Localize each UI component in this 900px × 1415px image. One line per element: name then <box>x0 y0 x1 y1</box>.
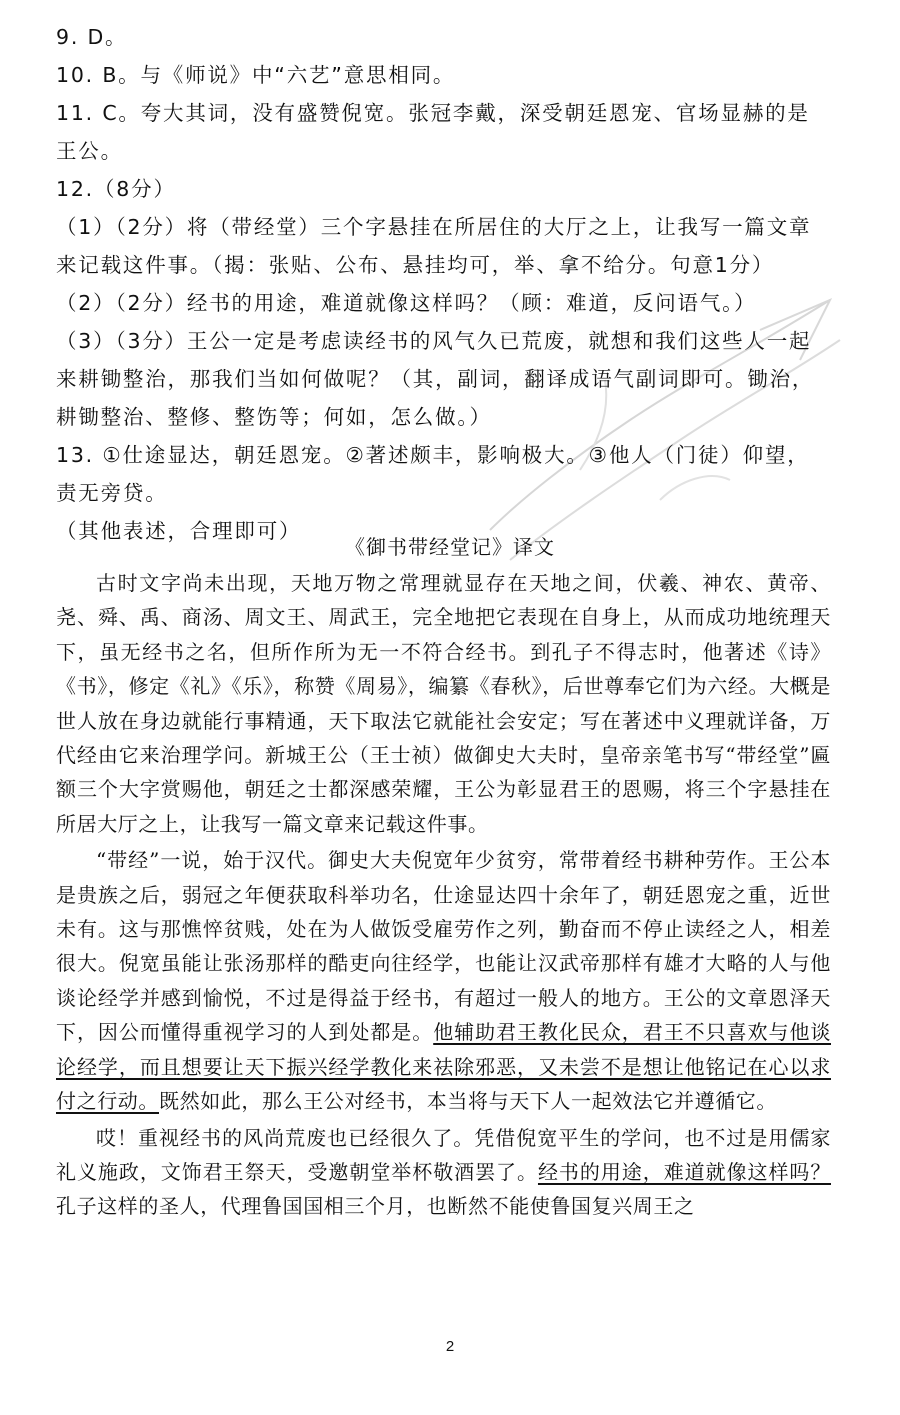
paragraph-2-tail: 既然如此，那么王公对经书，本当将与天下人一起效法它并遵循它。 <box>159 1089 777 1114</box>
paragraph-2-text: “带经”一说，始于汉代。御史大夫倪宽年少贫穷，常带着经书耕种劳作。王公本是贵族之后，弱冠之年便获取科举功名，仕途显达四十余年了，朝廷恩宠之重，近世未有。这与那憔悴贫贱，处在为人做饭受雇劳作之列，勤奋而不停止读经之人，相差很大。倪宽虽能让张汤那样的酷吏向往经学，也能让汉武帝那样有雄才大略的人与他谈论经学并感到愉悦，不过是得益于经书，有超过一般人的地方。王公的文章恩泽天下，因公而懂得重视学习的人到处都是。 <box>56 848 831 1045</box>
answer-10: 10. B。与《师说》中“六艺”意思相同。 <box>56 63 456 87</box>
translation-paragraph-3 <box>56 1121 831 1224</box>
translation-body <box>56 566 831 1226</box>
translation-paragraph-1: 古时文字尚未出现，天地万物之常理就显存在天地之间，伏羲、神农、黄帝、尧、舜、禹、商汤、周文王、周武王，完全地把它表现在自身上，从而成功地统理天下，虽无经书之名，但所作所为无一不符合经书。到孔子不得志时，他著述《诗》《书》，修定《礼》《乐》，称赞《周易》，编纂《春秋》，后世尊奉它们为六经。大概是世人放在身边就能行事精通，天下取法它就能社会安定；写在著述中义理就详备，万代经由它来治理学问。新城王公（王士祯）做御史大夫时，皇帝亲笔书写“带经堂”匾额三个大字赏赐他，朝廷之士都深感荣耀，王公为彰显君王的恩赐，将三个字悬挂在所居大厅之上，让我写一篇文章来记载这件事。 <box>56 571 831 836</box>
answer-12-header: 12.（8分） <box>56 177 176 201</box>
answer-9: 9. D。 <box>56 25 128 49</box>
answer-note: （其他表述，合理即可） <box>56 519 302 543</box>
answer-12-2: （2）（2分）经书的用途，难道就像这样吗？（顾：难道，反问语气。） <box>56 291 757 315</box>
translation-paragraph-2 <box>56 843 831 1118</box>
underlined-sentence: 他辅助君王教化民众，君王不只喜欢与他谈论经学，而且想要让天下振兴经学教化来祛除邪恶，又未尝不是想让他铭记在心以求付之行动。 <box>56 1020 831 1114</box>
answer-key <box>56 18 826 550</box>
underlined-question: 经书的用途，难道就像这样吗？ <box>537 1159 831 1184</box>
answer-11: 11. C。夸大其词，没有盛赞倪宽。张冠李戴，深受朝廷恩宠、官场显赫的是王公。 <box>56 101 810 163</box>
answer-12-1: （1）（2分）将（带经堂）三个字悬挂在所居住的大厅之上，让我写一篇文章来记载这件事。（揭：张贴、公布、悬挂均可，举、拿不给分。句意1分） <box>56 215 812 277</box>
page-number: 2 <box>445 1338 455 1355</box>
answer-12-3: （3）（3分）王公一定是考虑读经书的风气久已荒废，就想和我们这些人一起来耕锄整治，那我们当如何做呢？（其，副词，翻译成语气副词即可。锄治，耕锄整治、整修、整饬等；何如，怎么做。） <box>56 329 815 429</box>
paragraph-3-tail: 孔子这样的圣人，代理鲁国国相三个月，也断然不能使鲁国复兴周王之 <box>56 1194 695 1219</box>
translation-title: 《御书带经堂记》译文 <box>345 535 555 559</box>
answer-13: 13. ①仕途显达，朝廷恩宠。②著述颇丰，影响极大。③他人（门徒）仰望，责无旁贷。 <box>56 443 810 505</box>
paragraph-3-text: 哎！重视经书的风尚荒废也已经很久了。凭借倪宽平生的学问，也不过是用儒家礼义施政，文饰君王祭天，受邀朝堂举杯敬酒罢了。 <box>56 1125 831 1184</box>
